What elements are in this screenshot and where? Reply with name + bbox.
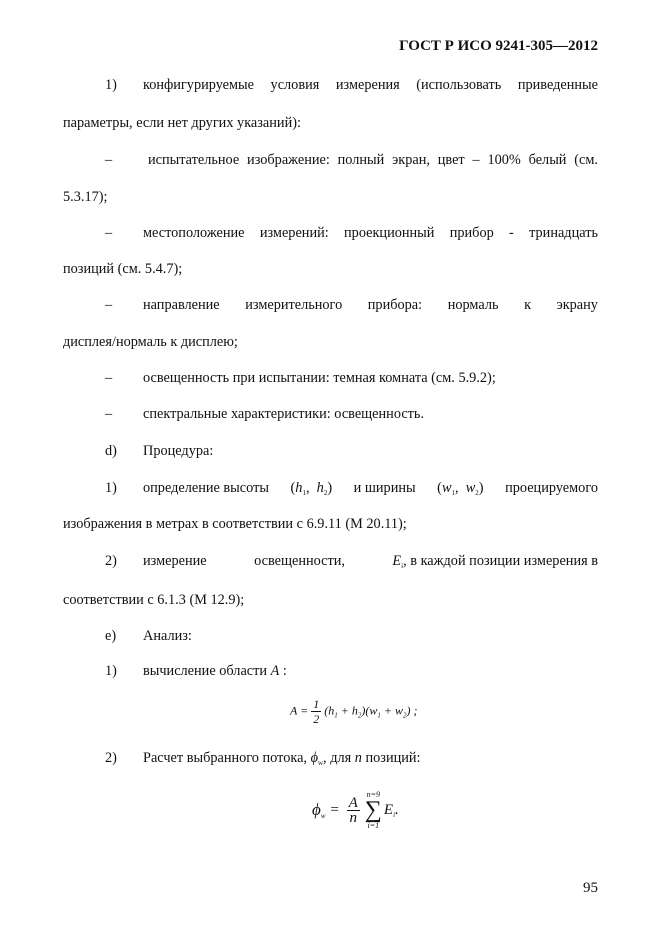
item-label: e) <box>105 628 117 644</box>
word: белый <box>528 152 567 168</box>
paragraph-continuation: 5.3.17); <box>63 189 108 205</box>
document-header: ГОСТ Р ИСО 9241-305—2012 <box>399 38 598 54</box>
word: (см. <box>574 152 598 168</box>
text-fragment: проецируемого <box>505 480 598 496</box>
text-fragment: и ширины <box>353 480 416 496</box>
word: к <box>524 297 532 313</box>
section-heading: Процедура: <box>143 443 214 459</box>
paragraph-continuation: параметры, если нет других указаний): <box>63 115 301 131</box>
word: – <box>472 152 480 168</box>
paragraph-text: освещенность при испытании: темная комната (см. 5.9.2); <box>143 370 496 386</box>
paragraph-text: Расчет выбранного потока, $\phi_w$, для n позиций: <box>143 750 421 767</box>
item-label: 1) <box>105 663 117 679</box>
word: тринадцать <box>529 225 598 241</box>
word: местоположение <box>143 225 245 241</box>
word: цвет <box>437 152 465 168</box>
word: полный <box>337 152 385 168</box>
word: измерительного <box>245 297 343 313</box>
inline-formula: ($h_1$, $h_2$) <box>290 480 333 497</box>
word: прибор <box>449 225 494 241</box>
flux-formula: $\phi_w$ = $\frac{A}{n}$ n=9 ∑ i=1 $E_i$. <box>312 790 399 830</box>
paragraph-line <box>143 297 598 314</box>
item-label: d) <box>105 443 117 459</box>
item-label: 1) <box>105 77 117 93</box>
dash-marker: – <box>105 152 113 168</box>
area-formula: A = $\frac{1}{2}$ $(h_1 + h_2)(w_1 + w_2)$ ; <box>290 697 418 726</box>
paragraph-line <box>143 480 598 497</box>
word: конфигурируемые <box>143 77 255 93</box>
paragraph-continuation: изображения в метрах в соответствии с 6.9.11 (М 20.11); <box>63 516 407 532</box>
paragraph-text: спектральные характеристики: освещенность. <box>143 406 425 422</box>
word: нормаль <box>447 297 499 313</box>
word: экран, <box>392 152 430 168</box>
word: испытательное <box>148 152 240 168</box>
text-fragment: освещенности, <box>254 553 345 569</box>
dash-marker: – <box>105 225 113 241</box>
word: 100% <box>487 152 521 168</box>
paragraph-line <box>143 225 598 242</box>
word: - <box>509 225 514 241</box>
word: изображение: <box>247 152 330 168</box>
paragraph-continuation: соответствии с 6.1.3 (М 12.9); <box>63 592 245 608</box>
word: (использовать <box>416 77 502 93</box>
word: проекционный <box>344 225 435 241</box>
page-number: 95 <box>583 880 598 896</box>
item-label: 2) <box>105 750 117 766</box>
word: прибора: <box>367 297 423 313</box>
word: измерений: <box>259 225 329 241</box>
dash-marker: – <box>105 297 113 313</box>
item-label: 2) <box>105 553 117 569</box>
word: направление <box>143 297 220 313</box>
inline-formula: ($w_1$, $w_2$) <box>437 480 484 497</box>
paragraph-continuation: дисплея/нормаль к дисплею; <box>63 334 238 350</box>
paragraph-line <box>143 553 598 570</box>
dash-marker: – <box>105 406 113 422</box>
word: измерения <box>335 77 400 93</box>
word: экрану <box>556 297 598 313</box>
word: условия <box>270 77 320 93</box>
word: приведенные <box>517 77 598 93</box>
section-heading: Анализ: <box>143 628 192 644</box>
text-fragment: определение высоты <box>143 480 269 496</box>
paragraph-continuation: позиций (см. 5.4.7); <box>63 261 183 277</box>
dash-marker: – <box>105 370 113 386</box>
inline-formula: $E_i$, в каждой позиции измерения в <box>392 553 598 570</box>
paragraph-text: вычисление области A : <box>143 663 287 679</box>
paragraph-line <box>143 77 598 94</box>
item-label: 1) <box>105 480 117 496</box>
text-fragment: измерение <box>143 553 207 569</box>
paragraph-line <box>148 152 598 169</box>
